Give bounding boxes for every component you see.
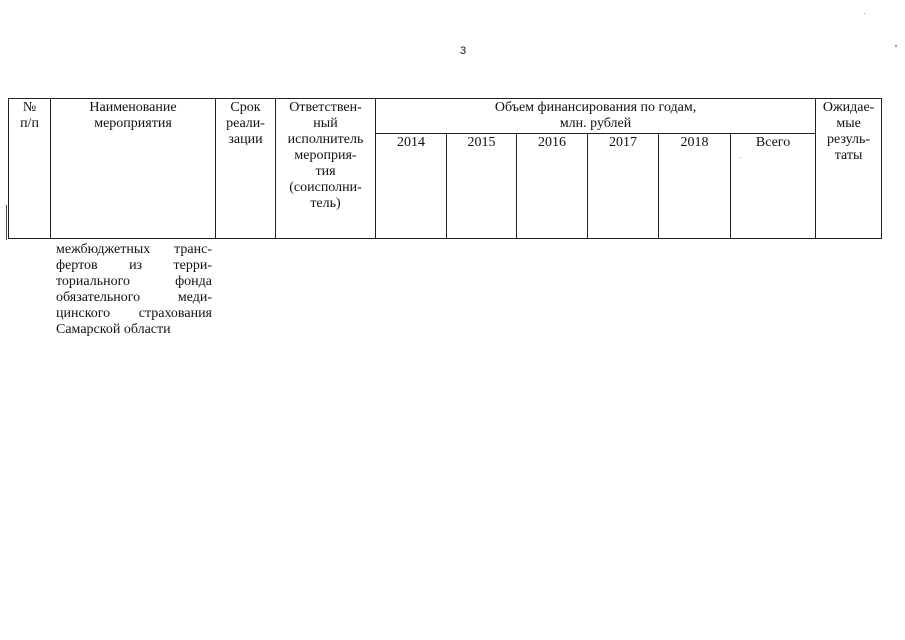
header-number: № п/п — [9, 99, 51, 239]
continuation-line: Самарской области — [56, 322, 171, 337]
continuation-line: ториального фонда — [56, 274, 212, 289]
header-activity-name: Наименование мероприятия — [51, 99, 216, 239]
page-number: 3 — [460, 45, 467, 57]
continuation-line: обязательного меди- — [56, 290, 212, 305]
header-results: Ожидае- мые резуль- таты — [816, 99, 882, 239]
header-term: Срок реали- зации — [216, 99, 276, 239]
continuation-line: межбюджетных транс- — [56, 242, 212, 257]
funding-table — [8, 98, 882, 239]
header-year-2018: 2018 — [659, 134, 731, 239]
header-year-2017: 2017 — [588, 134, 659, 239]
continuation-line: фертов из терри- — [56, 258, 212, 273]
header-funding: Объем финансирования по годам, млн. рублей — [376, 99, 816, 134]
header-total: Всего — [731, 134, 816, 239]
continuation-line: цинского страхования — [56, 306, 212, 321]
scan-speck — [864, 13, 865, 14]
header-year-2016: 2016 — [517, 134, 588, 239]
header-year-2015: 2015 — [447, 134, 517, 239]
scan-speck — [895, 45, 897, 47]
scan-speck — [740, 157, 741, 158]
left-margin-line — [6, 205, 7, 240]
header-executor: Ответствен- ный исполнитель мероприя- тия (соисполни- тель) — [276, 99, 376, 239]
continuation-text — [56, 242, 212, 338]
header-year-2014: 2014 — [376, 134, 447, 239]
